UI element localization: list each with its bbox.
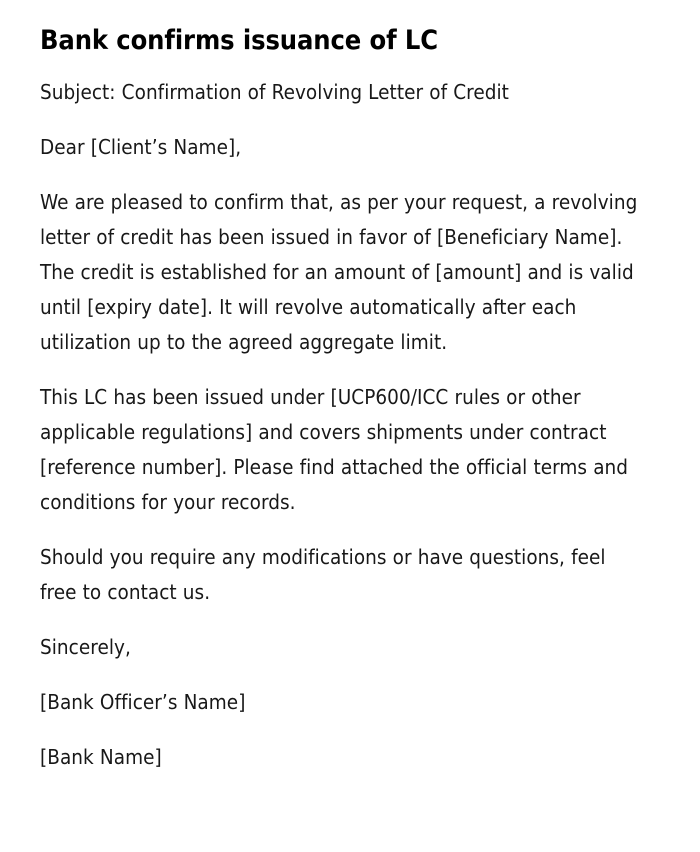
signature-officer-name: [Bank Officer’s Name]	[40, 690, 246, 714]
page-title: Bank confirms issuance of LC	[40, 25, 439, 56]
subject-line: Subject: Confirmation of Revolving Letter of Credit	[40, 80, 509, 104]
signature-bank-name: [Bank Name]	[40, 745, 162, 769]
body-paragraph-contact: Should you require any modifications or have questions, feel free to contact us.	[40, 545, 606, 604]
letter-body	[40, 75, 640, 775]
body-paragraph-rules: This LC has been issued under [UCP600/ICC rules or other applicable regulations] and covers shipments under contract [reference number]. Please find attached the official terms and conditions for your records.	[40, 385, 629, 514]
closing-salutation: Sincerely,	[40, 635, 131, 659]
letter-document	[40, 0, 640, 775]
salutation: Dear [Client’s Name],	[40, 135, 242, 159]
body-paragraph-confirmation: We are pleased to confirm that, as per your request, a revolving letter of credit has been issued in favor of [Beneficiary Name]. The credit is established for an amount of [amount] and is valid until [expiry date]. It will revolve automatically after each utilization up to the agreed aggregate limit.	[40, 190, 638, 354]
